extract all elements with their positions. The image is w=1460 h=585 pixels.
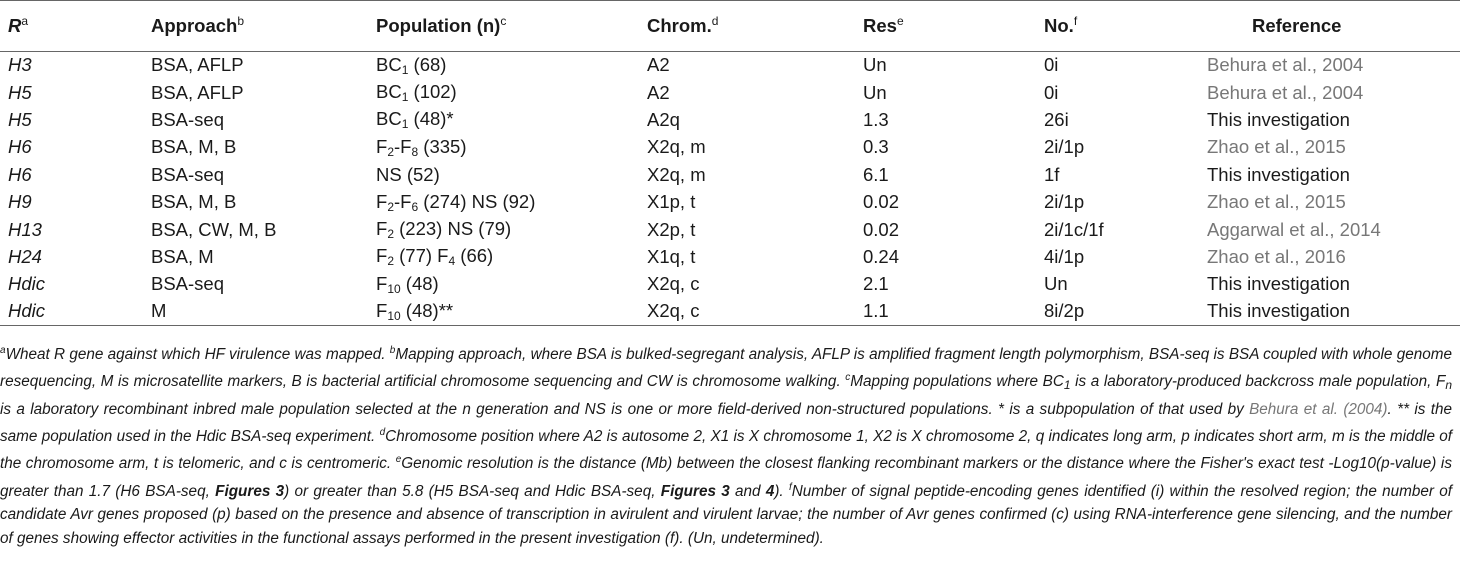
cell-chrom: X1p, t: [647, 191, 696, 213]
cell-r-gene: Hdic: [8, 273, 46, 295]
cell-population: $F_2-F_8$ (335): [376, 135, 467, 159]
table-row: [0, 243, 1460, 270]
cell-res: 0.02: [863, 218, 900, 240]
cell-reference-link[interactable]: Zhao et al., 2015: [1207, 136, 1346, 158]
cell-res: 0.02: [863, 191, 900, 213]
cell-reference: This investigation: [1207, 298, 1460, 325]
cell-no: Un: [1044, 273, 1068, 295]
cell-r-gene: H6: [8, 163, 32, 185]
cell-no: 2i/1p: [1044, 191, 1085, 213]
cell-population: NS (52): [376, 163, 440, 185]
cell-population: $BC_1$ (68): [376, 53, 447, 77]
header-res: Res$^e$: [863, 1, 1044, 52]
header-no: No.$^f$: [1044, 1, 1207, 52]
header-approach: Approach$^b$: [151, 1, 376, 52]
cell-reference-link[interactable]: Behura et al., 2004: [1207, 54, 1364, 76]
cell-approach: BSA, M, B: [151, 136, 237, 158]
table-body: [0, 52, 1460, 326]
cell-reference-link[interactable]: Aggarwal et al., 2014: [1207, 218, 1381, 240]
cell-res: 1.1: [863, 298, 1044, 325]
cell-no: 0i: [1044, 81, 1059, 103]
table-row: [0, 52, 1460, 79]
cell-res: 0.3: [863, 136, 889, 158]
cell-no: 26i: [1044, 108, 1069, 130]
cell-reference-link[interactable]: Zhao et al., 2016: [1207, 245, 1346, 267]
cell-population: $F_{10}$ (48)**: [376, 298, 647, 325]
header-population: Population $(n)^c$: [376, 1, 647, 52]
cell-approach: BSA-seq: [151, 163, 225, 185]
cell-r-gene: Hdic: [8, 298, 151, 325]
cell-no: 2i/1p: [1044, 136, 1085, 158]
cell-population: $F_2$ (77) $F_4$ (66): [376, 245, 494, 269]
cell-reference: This investigation: [1207, 108, 1350, 130]
table-row: [0, 161, 1460, 188]
cell-res: 6.1: [863, 163, 889, 185]
cell-r-gene: H13: [8, 218, 42, 240]
cell-approach: BSA-seq: [151, 108, 225, 130]
cell-approach: BSA-seq: [151, 273, 225, 295]
cell-chrom: X2q, m: [647, 163, 706, 185]
cell-res: Un: [863, 54, 887, 76]
cell-res: 0.24: [863, 245, 900, 267]
cell-r-gene: H3: [8, 54, 32, 76]
cell-no: 1f: [1044, 163, 1060, 185]
cell-approach: BSA, M, B: [151, 191, 237, 213]
cell-no: 2i/1c/1f: [1044, 218, 1104, 240]
table-row: [0, 79, 1460, 106]
cell-reference: This investigation: [1207, 163, 1350, 185]
cell-chrom: X2q, c: [647, 298, 863, 325]
cell-no: 4i/1p: [1044, 245, 1085, 267]
cell-r-gene: H24: [8, 245, 42, 267]
cell-chrom: X2p, t: [647, 218, 696, 240]
header-reference: Reference: [1207, 1, 1460, 52]
table-row: [0, 271, 1460, 298]
cell-approach: BSA, M: [151, 245, 214, 267]
cell-population: $BC_1$ (48)*: [376, 108, 454, 132]
cell-population: $F_2-F_6$ (274) NS (92): [376, 190, 536, 214]
table-row: [0, 106, 1460, 133]
table-footnotes: $^a$Wheat R gene against which HF virulence was mapped. $^b$Mapping approach, where BSA is bulked-segregant analysis, AFLP is amplified fragment length polymorphism, BSA-seq is BSA coupled with whole genome resequencing, M is microsatellite markers, B is bacterial artificial chromosome sequencing and CW is chromosome walking. $^c$Mapping populations where $BC_1$ is a laboratory-produced backcross male population, $F_n$ is a laboratory recombinant inbred male population selected at the n generation and NS is one or more field-derived non-structured populations. * is a subpopulation of that used by Behura et al. (2004). ** is the same population used in the Hdic BSA-seq experiment. $^d$Chromosome position where A2 is autosome 2, X1 is X chromosome 1, X2 is X chromosome 2, q indicates long arm, p indicates short arm, m is the middle of the chromosome arm, t is telomeric, and c is centromeric. $^e$Genomic resolution is the distance (Mb) between the closest flanking recombinant markers or the distance where the Fisher's exact test -Log10(p-value) is greater than 1.7 (H6 BSA-seq, Figures 3) or greater than 5.8 (H5 BSA-seq and Hdic BSA-seq, Figures 3 and 4). $^f$Number of signal peptide-encoding genes identified (i) within the resolved region; the number of candidate Avr genes proposed (p) based on the presence and absence of transcription in avirulent and virulent larvae; the number of Avr genes confirmed (c) using RNA-interference gene silencing, and the number of genes showing effector activities in the functional assays performed in the present investigation (f). (Un, undetermined).: [0, 345, 1453, 547]
cell-res: Un: [863, 81, 887, 103]
table-row: [0, 134, 1460, 161]
footnote-reference-link[interactable]: Behura et al. (2004): [1249, 400, 1388, 418]
cell-chrom: A2q: [647, 108, 680, 130]
cell-r-gene: H6: [8, 136, 32, 158]
table-row: [0, 188, 1460, 215]
cell-chrom: X2q, m: [647, 136, 706, 158]
header-chrom: Chrom.$^d$: [647, 1, 863, 52]
figure-link[interactable]: Figures 3: [660, 482, 730, 500]
cell-r-gene: H5: [8, 81, 32, 103]
cell-chrom: A2: [647, 81, 670, 103]
cell-reference: This investigation: [1207, 273, 1350, 295]
cell-r-gene: H5: [8, 108, 32, 130]
cell-res: 2.1: [863, 273, 889, 295]
cell-chrom: A2: [647, 54, 670, 76]
cell-approach: BSA, AFLP: [151, 54, 244, 76]
table-row: [0, 298, 1460, 325]
cell-r-gene: H9: [8, 191, 32, 213]
cell-chrom: X1q, t: [647, 245, 696, 267]
header-row: [0, 1, 1460, 52]
table-row: [0, 216, 1460, 243]
figure-link[interactable]: Figures 3: [215, 482, 285, 500]
cell-approach: BSA, CW, M, B: [151, 218, 277, 240]
figure-link[interactable]: 4: [765, 482, 775, 500]
cell-population: $F_2$ (223) NS (79): [376, 218, 512, 242]
cell-no: 0i: [1044, 54, 1059, 76]
cell-no: 8i/2p: [1044, 298, 1207, 325]
cell-res: 1.3: [863, 108, 889, 130]
header-r: $R^a$: [8, 1, 151, 52]
cell-chrom: X2q, c: [647, 273, 700, 295]
cell-population: $F_{10}$ (48): [376, 272, 439, 296]
cell-approach: BSA, AFLP: [151, 81, 244, 103]
cell-population: $BC_1$ (102): [376, 81, 457, 105]
cell-reference-link[interactable]: Behura et al., 2004: [1207, 81, 1364, 103]
cell-approach: M: [151, 298, 376, 325]
cell-reference-link[interactable]: Zhao et al., 2015: [1207, 191, 1346, 213]
